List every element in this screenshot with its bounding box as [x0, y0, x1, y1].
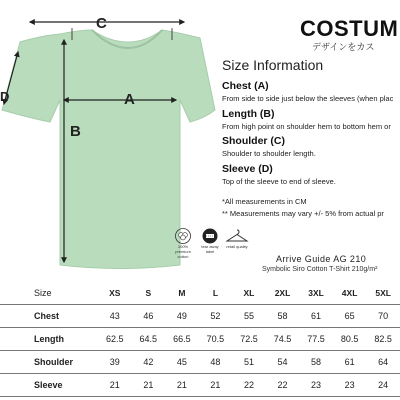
desc-length: From high point on shoulder hem to bottom hem or [222, 122, 391, 131]
term-chest: Chest (A) [222, 80, 269, 92]
size-col-m: M [165, 282, 199, 305]
label-b: B [70, 123, 81, 140]
table-cell: 52 [199, 305, 233, 328]
table-cell: 77.5 [299, 328, 333, 351]
size-header-label: Size [0, 282, 98, 305]
hanger-icon [225, 228, 249, 244]
table-cell: 70.5 [199, 328, 233, 351]
table-cell: 42 [132, 351, 166, 374]
label-c: C [96, 15, 107, 32]
term-sleeve: Sleeve (D) [222, 163, 273, 175]
table-cell: 48 [199, 351, 233, 374]
table-cell: 66.5 [165, 328, 199, 351]
table-row [0, 328, 400, 351]
term-shoulder: Shoulder (C) [222, 135, 285, 147]
desc-sleeve: Top of the sleeve to end of sleeve. [222, 177, 336, 186]
size-col-4xl: 4XL [333, 282, 367, 305]
table-cell: 21 [132, 374, 166, 397]
table-cell: 21 [98, 374, 132, 397]
desc-shoulder: Shoulder to shoulder length. [222, 149, 316, 158]
size-table-header-row [0, 282, 400, 305]
feature-tear-away-label-2: label [205, 249, 215, 254]
table-cell: 62.5 [98, 328, 132, 351]
table-cell: 24 [366, 374, 400, 397]
brand-tagline: デザインをカス [312, 42, 375, 52]
table-cell: 22 [232, 374, 266, 397]
label-a: A [124, 91, 135, 108]
table-cell: 82.5 [366, 328, 400, 351]
table-cell: 72.5 [232, 328, 266, 351]
feature-tear-away [198, 228, 222, 254]
table-row [0, 374, 400, 397]
table-cell: 58 [299, 351, 333, 374]
table-cell: 55 [232, 305, 266, 328]
term-length: Length (B) [222, 108, 275, 120]
table-cell: 65 [333, 305, 367, 328]
size-info-title: Size Information [222, 57, 324, 73]
product-fabric: Symbolic Siro Cotton T-Shirt 210g/m² [262, 266, 378, 273]
feature-cotton-label-1: 100% [177, 244, 189, 249]
tear-away-label-icon [202, 228, 218, 244]
size-col-l: L [199, 282, 233, 305]
cotton-flower-icon [175, 228, 191, 244]
size-col-xs: XS [98, 282, 132, 305]
size-col-3xl: 3XL [299, 282, 333, 305]
note-measurements-vary: ** Measurements may vary +/- 5% from actual pr [222, 209, 384, 218]
feature-retail-label: retail quality [226, 244, 248, 249]
table-cell: 43 [98, 305, 132, 328]
feature-cotton-label-3: cotton [177, 254, 189, 259]
size-col-5xl: 5XL [366, 282, 400, 305]
feature-tear-away-label-1: tear away [201, 244, 219, 249]
table-cell: 54 [266, 351, 300, 374]
feature-retail [222, 228, 252, 249]
row-label-length: Length [0, 328, 98, 351]
table-cell: 21 [165, 374, 199, 397]
table-cell: 58 [266, 305, 300, 328]
desc-chest: From side to side just below the sleeves (when plac [222, 94, 394, 103]
table-cell: 61 [299, 305, 333, 328]
table-cell: 23 [299, 374, 333, 397]
table-cell: 80.5 [333, 328, 367, 351]
table-cell: 61 [333, 351, 367, 374]
table-cell: 64.5 [132, 328, 166, 351]
brand-logo: COSTUM [300, 16, 399, 41]
table-cell: 74.5 [266, 328, 300, 351]
table-cell: 21 [199, 374, 233, 397]
size-col-s: S [132, 282, 166, 305]
table-cell: 23 [333, 374, 367, 397]
note-measurements-cm: *All measurements in CM [222, 197, 307, 206]
table-row [0, 305, 400, 328]
product-model: Arrive Guide AG 210 [276, 254, 367, 264]
table-cell: 22 [266, 374, 300, 397]
table-row [0, 351, 400, 374]
table-cell: 51 [232, 351, 266, 374]
feature-cotton [172, 228, 194, 259]
size-table [0, 282, 400, 397]
size-col-2xl: 2XL [266, 282, 300, 305]
row-label-sleeve: Sleeve [0, 374, 98, 397]
table-cell: 45 [165, 351, 199, 374]
feature-cotton-label-2: premium [175, 249, 191, 254]
row-label-shoulder: Shoulder [0, 351, 98, 374]
size-col-xl: XL [232, 282, 266, 305]
table-cell: 49 [165, 305, 199, 328]
row-label-chest: Chest [0, 305, 98, 328]
table-cell: 64 [366, 351, 400, 374]
table-cell: 70 [366, 305, 400, 328]
table-cell: 46 [132, 305, 166, 328]
table-cell: 39 [98, 351, 132, 374]
label-d: D [0, 89, 10, 104]
